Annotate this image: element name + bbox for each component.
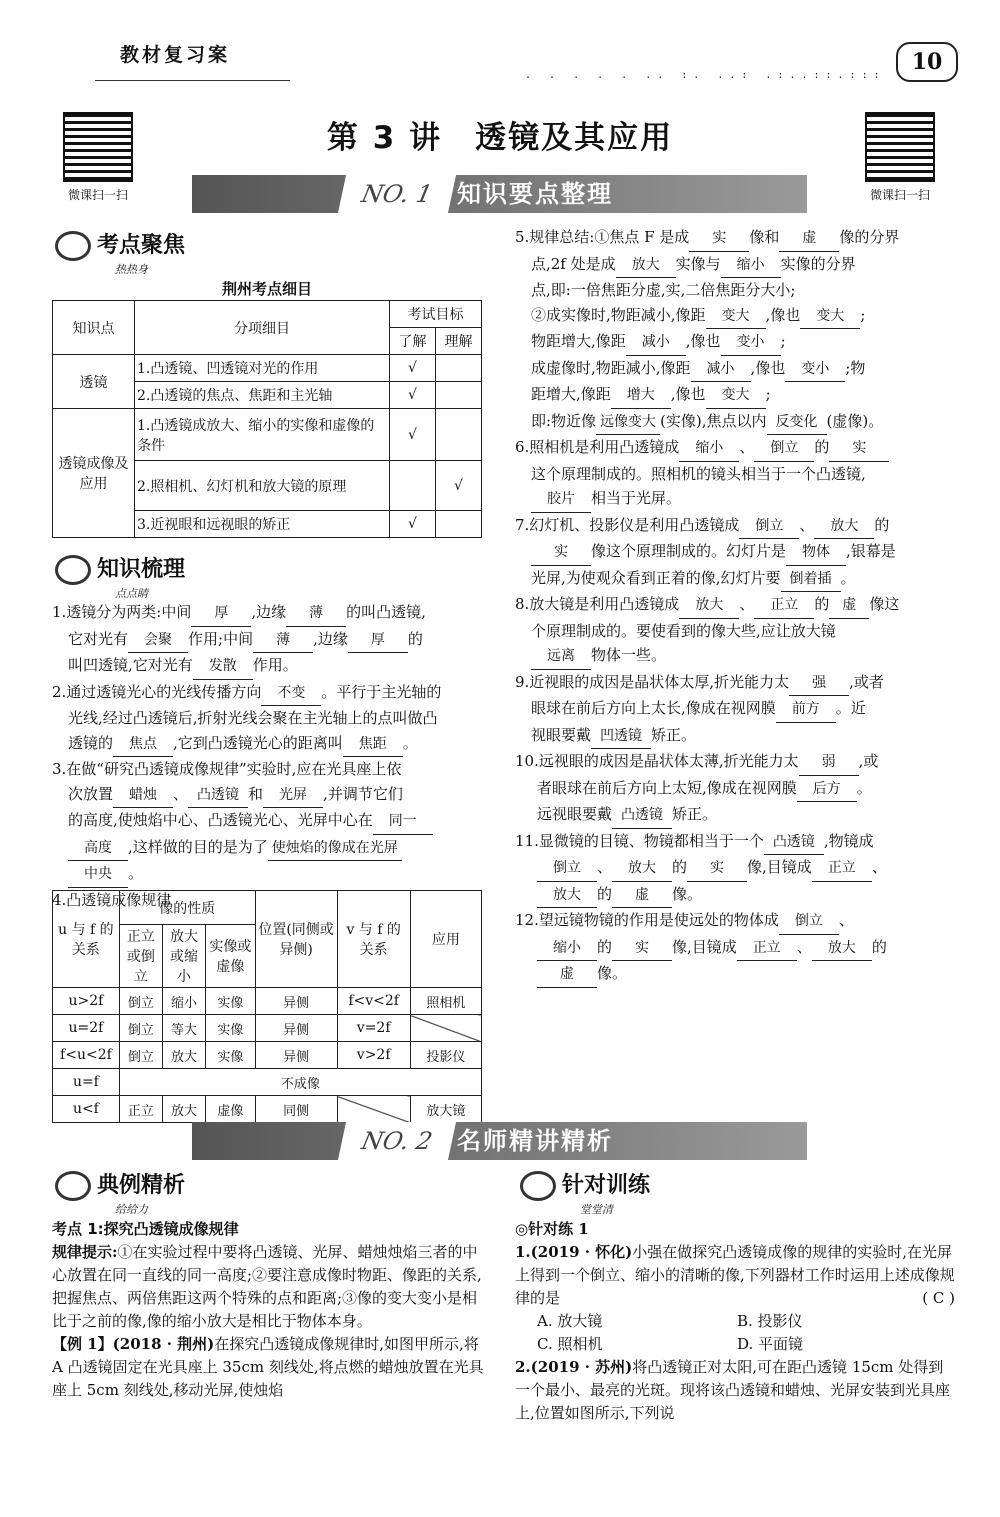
cell: 倒立 bbox=[119, 1042, 162, 1069]
q1-answer: ( C ) bbox=[922, 1289, 955, 1307]
th-app: 应用 bbox=[410, 891, 481, 988]
cell: 缩小 bbox=[162, 988, 205, 1015]
check-cell bbox=[436, 355, 482, 382]
kp-cell: 透镜成像及应用 bbox=[53, 409, 135, 538]
cell: 倒立 bbox=[119, 1015, 162, 1042]
item-cell: 3.近视眼和远视眼的矫正 bbox=[135, 511, 390, 538]
check-cell bbox=[436, 511, 482, 538]
cell: f<v<2f bbox=[337, 988, 410, 1015]
item-cell: 1.凸透镜成放大、缩小的实像和虚像的条件 bbox=[135, 409, 390, 461]
option[interactable]: D. 平面镜 bbox=[737, 1335, 804, 1353]
cell: 倒立 bbox=[119, 988, 162, 1015]
cell: 同侧 bbox=[255, 1096, 337, 1123]
book-title: 教材复习案 bbox=[120, 44, 231, 66]
cell: 正立 bbox=[119, 1096, 162, 1123]
lecture-title: 第 3 讲 透镜及其应用 bbox=[326, 120, 674, 156]
item-cell: 1.凸透镜、凹透镜对光的作用 bbox=[135, 355, 390, 382]
cell: 不成像 bbox=[119, 1069, 481, 1096]
th-vf: v 与 f 的关系 bbox=[337, 891, 410, 988]
cell: 虚像 bbox=[206, 1096, 256, 1123]
check-cell bbox=[436, 409, 482, 461]
cell: u=f bbox=[53, 1069, 120, 1096]
cell: 实像 bbox=[206, 1015, 256, 1042]
practice-label: ◎针对练 1 bbox=[515, 1220, 589, 1238]
th-real: 实像或虚像 bbox=[206, 925, 256, 988]
cell: 放大 bbox=[162, 1042, 205, 1069]
th-understand: 了解 bbox=[390, 328, 436, 355]
cell: 放大 bbox=[162, 1096, 205, 1123]
cell: 投影仪 bbox=[410, 1042, 481, 1069]
th-item: 分项细目 bbox=[135, 301, 390, 355]
cell: 异侧 bbox=[255, 988, 337, 1015]
check-cell bbox=[436, 382, 482, 409]
qr-label: 微课扫一扫 bbox=[67, 188, 128, 202]
kp-cell: 透镜 bbox=[53, 355, 135, 409]
band-title: 知识要点整理 bbox=[457, 180, 613, 208]
th-goal: 考试目标 bbox=[390, 301, 482, 328]
tip-label: 规律提示: bbox=[52, 1243, 118, 1261]
cell: 异侧 bbox=[255, 1015, 337, 1042]
q1-source: 1.(2019 · 怀化) bbox=[515, 1243, 633, 1261]
th-size: 放大或缩小 bbox=[162, 925, 205, 988]
th-upright: 正立或倒立 bbox=[119, 925, 162, 988]
cell: 放大镜 bbox=[410, 1096, 481, 1123]
diagonal-cell bbox=[410, 1015, 481, 1042]
cell: 异侧 bbox=[255, 1042, 337, 1069]
kaodian-heading: 考点聚焦 热热身 bbox=[55, 228, 185, 277]
cell: 等大 bbox=[162, 1015, 205, 1042]
dianli-body bbox=[52, 1218, 484, 1402]
cell: 实像 bbox=[206, 1042, 256, 1069]
imaging-rule-table bbox=[52, 890, 482, 1123]
dianli-heading: 典例精析 给给力 bbox=[55, 1168, 185, 1217]
cell: 实像 bbox=[206, 988, 256, 1015]
cell: u<f bbox=[53, 1096, 120, 1123]
header-dots: . . . . . .. :. ..: .:..::.::: bbox=[525, 70, 886, 81]
cell: u=2f bbox=[53, 1015, 120, 1042]
check-cell: √ bbox=[390, 511, 436, 538]
th-knowledge: 知识点 bbox=[53, 301, 135, 355]
kaodian-label: 考点 1:探究凸透镜成像规律 bbox=[52, 1220, 239, 1238]
cell: f<u<2f bbox=[53, 1042, 120, 1069]
table-title: 荆州考点细目 bbox=[221, 280, 312, 298]
cell: 照相机 bbox=[410, 988, 481, 1015]
item-cell: 2.照相机、幻灯机和放大镜的原理 bbox=[135, 461, 390, 511]
band-title: 名师精讲精析 bbox=[457, 1127, 613, 1155]
right-knowledge-list: 5.规律总结:①焦点 F 是成 实 像和 虚 像的分界 点,2f 处是成 放大 实像与 缩小 实像的分界 点,即:一倍焦距分虚,实,二倍焦距分大小; ②成实像时,物距减小,像距 变大 ,像也 变大 ; 物距增大,像距 减小 ,像也 变小 ; 成虚像时,物距减小,像距 减小 ,像也 变小 ;物 距增大,像距 增大 ,像也 变大 ; 即:物近像 远像变大 (实像),焦点以内 反变化 (虚像)。 6.照相机是利用凸透镜成 缩小 、 倒立 的 实 这个原理制成的。照相机的镜头相当于一个凸透镜, 胶片 相当于光屏。 7.幻灯机、投影仪是利用凸透镜成 倒立 、 放大 的 实 像这个原理制成的。幻灯片是 物体 ,银幕是 光屏,为使观众看到正着的像,幻灯片要 倒着插 。 8.放大镜是利用凸透镜成 放大 、 正立 的 虚 像这 个原理制成的。要使看到的像大些,应让放大镜 远离 物体一些。 9.近视眼的成因是晶状体太厚,折光能力太 强 ,或者 眼球在前后方向上太长,像成在视网膜 前方 。近 视眼要戴 凹透镜 矫正。 10.远视眼的成因是晶状体太薄,折光能力太 弱 ,或 者眼球在前后方向上太短,像成在视网膜 后方 。 远视眼要戴 凸透镜 矫正。 11.显微镜的目镜、物镜都相当于一个 凸透镜 ,物镜成 倒立 、 放大 的 实 像,目镜成 正立 、 放大 的 虚 像。 12.望远镜物镜的作用是使远处的物体成 倒立 、 缩小 的 实 像,目镜成 正立 、 放大 的 虚 像。 bbox=[515, 225, 955, 988]
cell: u>2f bbox=[53, 988, 120, 1015]
check-cell: √ bbox=[390, 409, 436, 461]
exam-scope-table bbox=[52, 300, 482, 538]
th-comprehend: 理解 bbox=[436, 328, 482, 355]
band-number: NO. 2 bbox=[338, 1122, 456, 1160]
th-side: 位置(同侧或异侧) bbox=[255, 891, 337, 988]
example-label: 【例 1】(2018 · 荆州) bbox=[52, 1335, 215, 1353]
magnifier-icon bbox=[55, 231, 91, 261]
section-band-1 bbox=[192, 175, 807, 213]
option[interactable]: C. 照相机 bbox=[537, 1335, 603, 1353]
book-icon bbox=[55, 555, 91, 585]
item-cell: 2.凸透镜的焦点、焦距和主光轴 bbox=[135, 382, 390, 409]
zhendui-body bbox=[515, 1218, 955, 1425]
zhishi-heading: 知识梳理 点点睛 bbox=[55, 552, 185, 601]
check-cell: √ bbox=[390, 355, 436, 382]
dart-target-icon bbox=[55, 1171, 91, 1201]
pen-icon bbox=[520, 1171, 556, 1201]
header-rule bbox=[95, 80, 290, 81]
band-number: NO. 1 bbox=[338, 175, 456, 213]
qr-label: 微课扫一扫 bbox=[869, 188, 930, 202]
section-band-2 bbox=[192, 1122, 807, 1160]
left-knowledge-list: 1.透镜分为两类:中间 厚 ,边缘 薄 的叫凸透镜, 它对光有 会聚 作用;中间 薄 ,边缘 厚 的 叫凹透镜,它对光有 发散 作用。 2.通过透镜光心的光线传播方向 不变 。平行于主光轴的 光线,经过凸透镜后,折射光线会聚在主光轴上的点叫做凸 透镜的 焦点 ,它到凸透镜光心的距离叫 焦距 。 3.在做“研究凸透镜成像规律”实验时,应在光具座上依 次放置 蜡烛 、 凸透镜 和 光屏 ,并调节它们 的高度,使烛焰中心、凸透镜光心、光屏中心在 同一 高度 ,这样做的目的是为了 使烛焰的像成在光屏 中央 。 4.凸透镜成像规律 bbox=[52, 603, 442, 909]
th-image: 像的性质 bbox=[119, 891, 255, 925]
check-cell: √ bbox=[390, 382, 436, 409]
page-number: 10 bbox=[896, 42, 958, 82]
option[interactable]: A. 放大镜 bbox=[537, 1312, 603, 1330]
example-text: 在探究凸透镜成像规律时,如图甲所示,将 A 凸透镜固定在光具座上 35cm 刻线处,将点燃的蜡烛放置在光具座上 5cm 刻线处,移动光屏,使烛焰 bbox=[52, 1335, 484, 1399]
option[interactable]: B. 投影仪 bbox=[737, 1312, 803, 1330]
diagonal-cell bbox=[337, 1096, 410, 1123]
q1-text: 小强在做探究凸透镜成像的规律的实验时,在光屏上得到一个倒立、缩小的清晰的像,下列器材工作时运用上述成像规律的是 bbox=[515, 1243, 955, 1307]
zhendui-heading: 针对训练 堂堂清 bbox=[520, 1168, 650, 1217]
check-cell: √ bbox=[436, 461, 482, 511]
th-uf: u 与 f 的关系 bbox=[53, 891, 120, 988]
q2-text: 将凸透镜正对太阳,可在距凸透镜 15cm 处得到一个最小、最亮的光斑。现将该凸透镜和蜡烛、光屏安装到光具座上,位置如图所示,下列说 bbox=[515, 1358, 951, 1422]
cell: v=2f bbox=[337, 1015, 410, 1042]
cell: v>2f bbox=[337, 1042, 410, 1069]
tip-text: ①在实验过程中要将凸透镜、光屏、蜡烛烛焰三者的中心放置在同一直线的同一高度;②要注意成像时物距、像距的关系,把握焦点、两倍焦距这两个特殊的点和距离;③像的变大变小是相比于之前的像,像的缩小放大是相比于物体本身。 bbox=[52, 1243, 482, 1330]
q2-source: 2.(2019 · 苏州) bbox=[515, 1358, 633, 1376]
check-cell bbox=[390, 461, 436, 511]
